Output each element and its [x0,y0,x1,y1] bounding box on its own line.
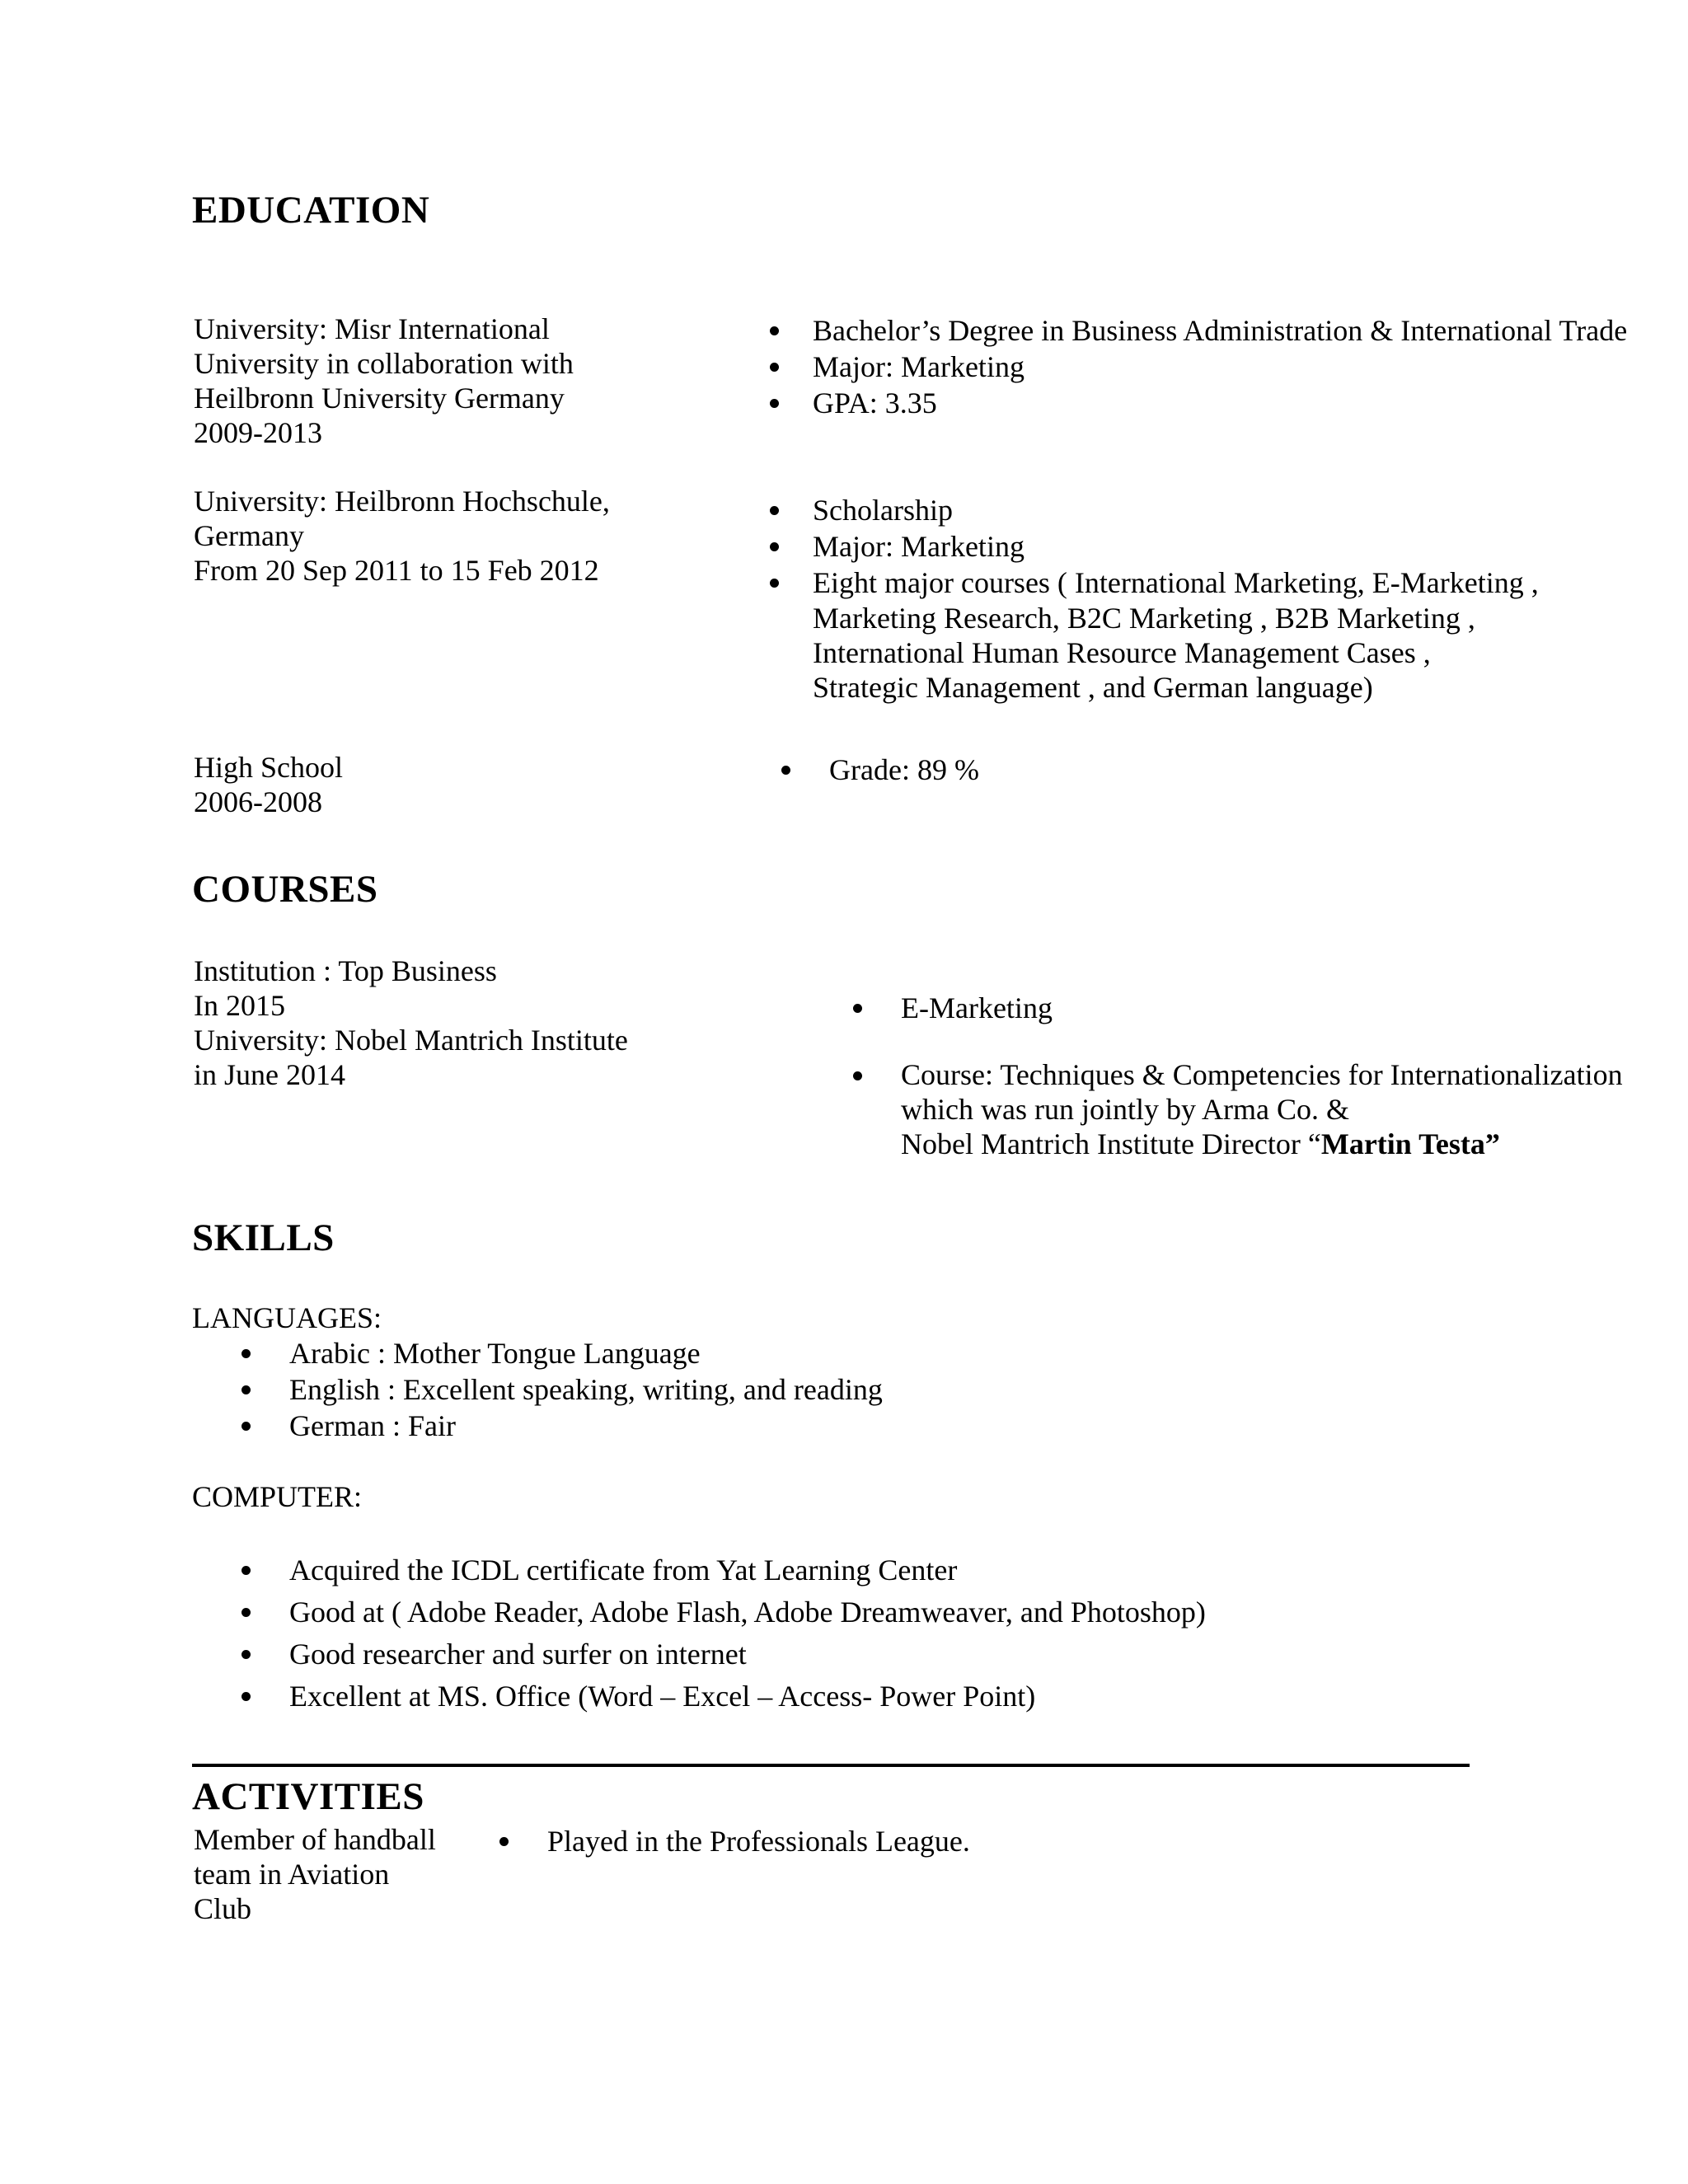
continuation-line: Marketing Research, B2C Marketing , B2B Marketing , [813,602,1475,635]
bullet-icon [770,399,779,408]
list-item [770,565,1539,601]
bullet-icon [241,1422,251,1431]
education-entry-2-continuation [813,601,1475,705]
education-entry-3-bullets [781,752,979,788]
list-item [241,1633,1206,1675]
list-item-text: German : Fair [289,1409,456,1442]
list-item-text: GPA: 3.35 [813,387,937,419]
list-item [770,349,1627,385]
education-entry-1-details [194,312,574,450]
bullet-icon [770,579,779,588]
education-entry-2-bullets [770,492,1539,601]
continuation-line: Strategic Management , and German language) [813,671,1373,704]
bullet-icon [241,1650,251,1659]
list-item [241,1371,883,1408]
activities-details [194,1822,436,1926]
courses-details [194,954,628,1092]
courses-line: In 2015 [194,989,285,1022]
list-item [499,1823,970,1859]
bullet-icon [770,506,779,515]
bullet-icon [770,542,779,551]
list-item-text: E-Marketing [901,991,1053,1024]
bullet-icon [853,1071,862,1080]
list-item-text: Good at ( Adobe Reader, Adobe Flash, Adobe Dreamweaver, and Photoshop) [289,1596,1206,1629]
education-entry-1-line: Heilbronn University Germany [194,382,565,415]
education-entry-1-line: 2009-2013 [194,416,322,449]
computer-list [241,1549,1206,1718]
list-item-text: Acquired the ICDL certificate from Yat Learning Center [289,1554,958,1586]
activities-line: Club [194,1892,252,1925]
education-entry-2-line: University: Heilbronn Hochschule, [194,485,610,518]
list-item-continuation [853,1127,1623,1161]
courses-line: University: Nobel Mantrich Institute [194,1024,628,1057]
list-item-text: Excellent at MS. Office (Word – Excel – Access- Power Point) [289,1680,1036,1713]
courses-bullet-1 [853,990,1053,1026]
bullet-icon [241,1385,251,1394]
education-entry-3-line: 2006-2008 [194,785,322,818]
list-item-text: Eight major courses ( International Marketing, E-Marketing , [813,566,1539,599]
bullet-icon [241,1566,251,1575]
activities-line: team in Aviation [194,1858,390,1891]
languages-list [241,1335,883,1444]
bullet-icon [770,326,779,335]
bullet-icon [241,1349,251,1358]
education-entry-3-line: High School [194,751,344,784]
list-item [770,492,1539,528]
courses-line: in June 2014 [194,1058,345,1091]
list-item [770,528,1539,565]
education-entry-3-details [194,750,343,819]
list-item-text: Bachelor’s Degree in Business Administration & International Trade [813,314,1628,347]
bullet-icon [853,1004,862,1013]
computer-label: COMPUTER: [192,1480,363,1513]
courses-heading: COURSES [192,868,378,911]
bullet-icon [770,363,779,372]
bullet-icon [241,1608,251,1617]
list-item-text: Grade: 89 % [829,753,979,786]
list-item [241,1408,883,1444]
bullet-icon [241,1692,251,1701]
education-entry-1-line: University: Misr International [194,312,550,345]
list-item-text: Arabic : Mother Tongue Language [289,1337,701,1370]
list-item-text: Nobel Mantrich Institute Director “ [901,1127,1321,1160]
list-item-text: Scholarship [813,494,953,527]
bullet-icon [499,1837,509,1846]
list-item-text: Major: Marketing [813,350,1025,383]
list-item [853,1057,1623,1092]
list-item [241,1675,1206,1718]
section-divider [192,1764,1470,1767]
list-item-continuation [853,1092,1623,1127]
list-item [770,312,1627,349]
list-item [853,990,1053,1026]
education-entry-2-details [194,484,610,588]
list-item [770,385,1627,421]
list-item-text: Played in the Professionals League. [547,1825,970,1858]
education-entry-1-line: University in collaboration with [194,347,574,380]
bullet-icon [781,766,790,775]
activities-heading: ACTIVITIES [192,1775,424,1818]
list-item [241,1549,1206,1591]
list-item [241,1335,883,1371]
education-entry-2-line: Germany [194,519,304,552]
courses-bullet-2 [853,1057,1623,1161]
list-item-text: Good researcher and surfer on internet [289,1638,747,1671]
courses-line: Institution : Top Business [194,954,497,987]
list-item-text: English : Excellent speaking, writing, and reading [289,1373,883,1406]
list-item-text: which was run jointly by Arma Co. & [901,1093,1349,1126]
education-heading: EDUCATION [192,189,430,232]
skills-heading: SKILLS [192,1216,335,1259]
list-item [241,1591,1206,1633]
list-item-text: Course: Techniques & Competencies for Internationalization [901,1058,1623,1091]
list-item-text: Major: Marketing [813,530,1025,563]
languages-label: LANGUAGES: [192,1301,382,1334]
list-item [781,752,979,788]
activities-bullets [499,1823,970,1859]
education-entry-1-bullets [770,312,1627,421]
activities-line: Member of handball [194,1823,436,1856]
education-entry-2-line: From 20 Sep 2011 to 15 Feb 2012 [194,554,599,587]
continuation-line: International Human Resource Management Cases , [813,636,1431,669]
director-name: Martin Testa” [1320,1127,1500,1160]
